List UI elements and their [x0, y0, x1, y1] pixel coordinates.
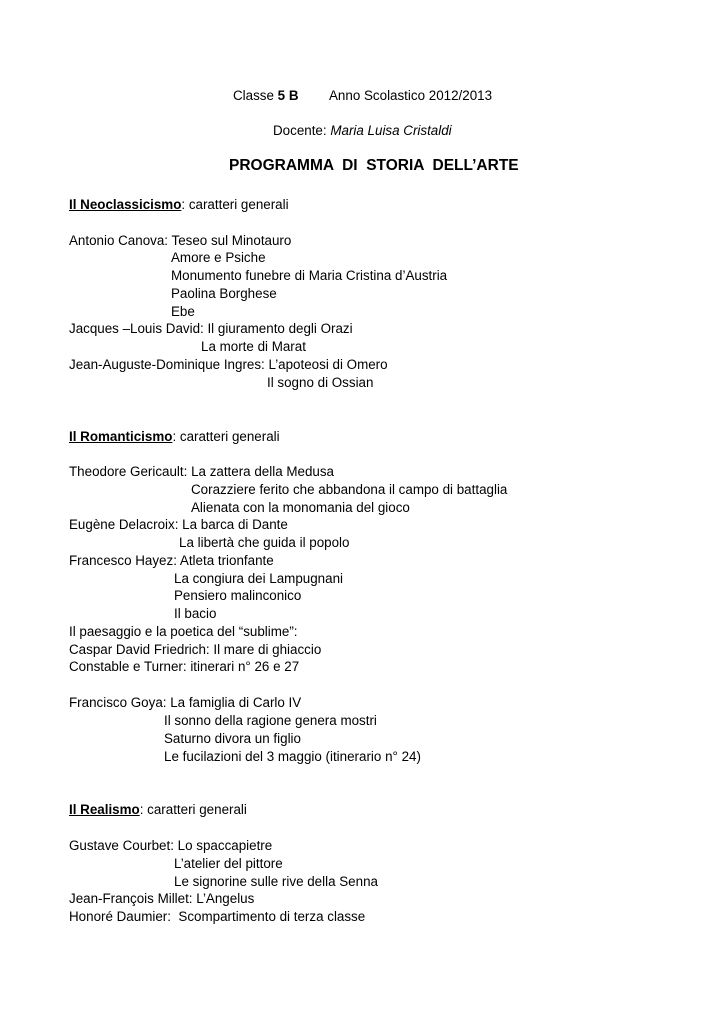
canova-work: Amore e Psiche [171, 250, 266, 265]
section-neoclassicismo: Il Neoclassicismo: caratteri generali [69, 197, 289, 212]
ingres-line: Jean-Auguste-Dominique Ingres: L’apoteosi di Omero [69, 357, 388, 372]
friedrich-line: Caspar David Friedrich: Il mare di ghiaccio [69, 642, 322, 657]
sublime-line: Il paesaggio e la poetica del “sublime”: [69, 624, 298, 639]
hayez-line: Francesco Hayez: Atleta trionfante [69, 553, 274, 568]
gericault-work: Corazziere ferito che abbandona il campo di battaglia [191, 482, 508, 497]
courbet-work: L’atelier del pittore [174, 856, 283, 871]
constable-line: Constable e Turner: itinerari n° 26 e 27 [69, 659, 300, 674]
goya-work: Le fucilazioni del 3 maggio (itinerario n° 24) [164, 749, 421, 764]
teacher-line: Docente: Maria Luisa Cristaldi [273, 123, 452, 138]
class-line: Classe 5 B [233, 88, 299, 103]
gericault-work: Alienata con la monomania del gioco [191, 500, 410, 515]
courbet-line: Gustave Courbet: Lo spaccapietre [69, 838, 273, 853]
david-work: La morte di Marat [201, 339, 306, 354]
delacroix-work: La libertà che guida il popolo [179, 535, 350, 550]
canova-work: Monumento funebre di Maria Cristina d’Austria [171, 268, 448, 283]
page-title: PROGRAMMA DI STORIA DELL’ARTE [229, 157, 519, 174]
goya-work: Il sonno della ragione genera mostri [164, 713, 377, 728]
david-line: Jacques –Louis David: Il giuramento degli Orazi [69, 321, 353, 336]
canova-line: Antonio Canova: Teseo sul Minotauro [69, 233, 292, 248]
hayez-work: Pensiero malinconico [174, 588, 302, 603]
canova-work: Ebe [171, 304, 195, 319]
section-romanticismo: Il Romanticismo: caratteri generali [69, 429, 280, 444]
delacroix-line: Eugène Delacroix: La barca di Dante [69, 517, 288, 532]
section-realismo: Il Realismo: caratteri generali [69, 802, 247, 817]
goya-work: Saturno divora un figlio [164, 731, 301, 746]
school-year: Anno Scolastico 2012/2013 [329, 88, 493, 103]
daumier-line: Honoré Daumier: Scompartimento di terza classe [69, 909, 366, 924]
ingres-work: Il sogno di Ossian [267, 375, 374, 390]
gericault-line: Theodore Gericault: La zattera della Medusa [69, 464, 335, 479]
millet-line: Jean-François Millet: L’Angelus [69, 891, 255, 906]
canova-work: Paolina Borghese [171, 286, 277, 301]
hayez-work: Il bacio [174, 606, 217, 621]
courbet-work: Le signorine sulle rive della Senna [174, 874, 378, 889]
hayez-work: La congiura dei Lampugnani [174, 571, 343, 586]
goya-line: Francisco Goya: La famiglia di Carlo IV [69, 695, 302, 710]
